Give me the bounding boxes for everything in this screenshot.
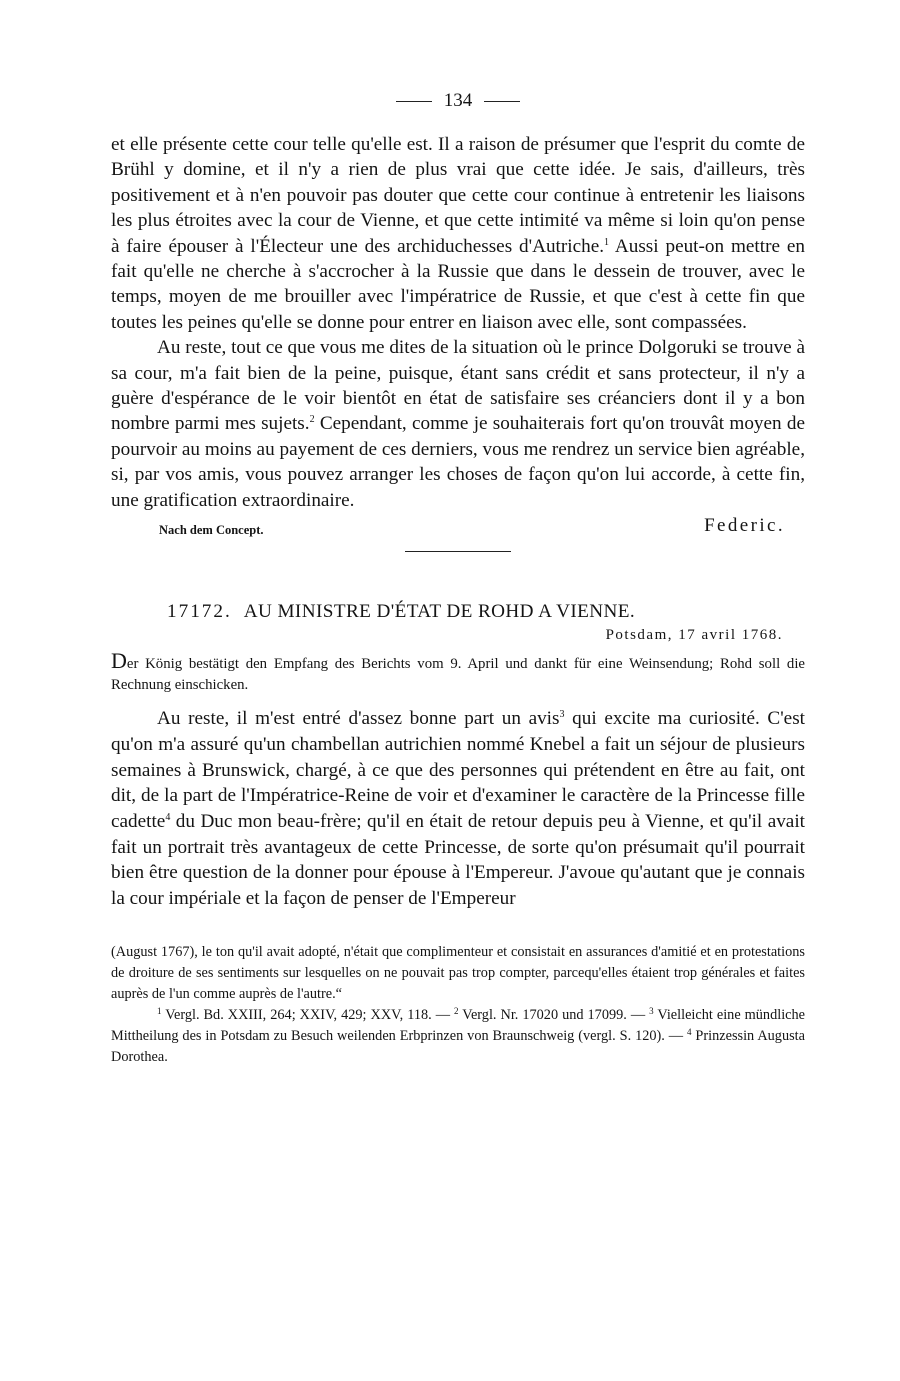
footnote-ref-3[interactable]: 3 [559,709,565,721]
section-divider [405,551,511,552]
letter-2-paragraph-1 [111,706,805,912]
footnote-mark-2: 2 [453,1005,459,1016]
letter-1-paragraph-1 [111,132,805,335]
footnote-mark-3: 3 [649,1005,654,1016]
page-number: 134 [443,90,473,111]
footnotes [111,942,805,1068]
footnote-1: Vergl. Bd. XXIII, 264; XXIV, 429; XXV, 118. — [161,1006,454,1023]
footnote-4: Prinzessin Augusta Dorothea. [111,1027,805,1065]
summary-text: er König bestätigt den Empfang des Berichts vom 9. April und dankt für eine Weinsendung; Rohd soll die Rechnung einschicken. [111,656,805,694]
text-run: Au reste, il m'est entré d'assez bonne part un avis [157,708,560,730]
closing-row [111,515,805,541]
letter-2-heading [111,600,805,624]
summary-initial: D [111,648,127,674]
letter-title: AU MINISTRE D'ÉTAT DE ROHD A VIENNE. [243,601,636,623]
text-run: Au reste, tout ce que vous me dites de la situation où le prince Dolgoruki se trouve à sa cour, m'a fait bien de la peine, puisque, étant sans crédit et sans protecteur, il n'y a guère d'espérance de le voir bientôt en état de satisfaire ses créanciers dont il y a bon nombre parmi mes sujets. [111,337,805,435]
page-header [111,86,805,116]
letter-dateline: Potsdam, 17 avril 1768. [605,627,783,644]
text-run: Cependant, comme je souhaiterais fort qu'on trouvât moyen de pourvoir au moins au payement de ces derniers, vous me rendrez un service bien agréable, si, par vos amis, vous pouvez arranger les choses de façon qu'on lui accorde, à cette fin, une gratification extraordinaire. [111,413,805,511]
text-run: qui excite ma curiosité. C'est qu'on m'a assuré qu'un chambellan autrichien nommé Knebel a fait un séjour de plusieurs semaines à Brunswick, chargé, à ce que des personnes qui prétendent en être au fait, ont dit, de la part de l'Impératrice-Reine de voir et d'examiner le caractère de la Princesse fille cadette [111,708,805,832]
letter-number: 17172. [167,601,232,623]
footnote-mark-4: 4 [687,1026,692,1037]
footnote-continuation: (August 1767), le ton qu'il avait adopté, n'était que complimenteur et consistait en assurances d'amitié et en protestations de droiture de ses sentiments sur lesquelles on ne pouvait pas trop compter, parcequ'elles étaient trop générales et faites auprès de l'un comme auprès de l'autre.“ [111,943,805,1002]
source-note: Nach dem Concept. [159,523,264,538]
footnote-ref-4[interactable]: 4 [165,811,171,823]
header-dash-left [396,101,432,102]
letter-2-body [111,706,805,912]
footnote-list [111,1005,805,1068]
footnote-ref-2[interactable]: 2 [309,414,315,426]
letter-1-body [111,132,805,513]
document-page [111,86,805,1068]
signature: Federic. [704,515,785,537]
footnote-3: Vielleicht eine mündliche Mittheilung des in Potsdam zu Besuch weilenden Erbprinzen von Braunschweig (vergl. S. 120). — [111,1006,806,1044]
text-run: et elle présente cette cour telle qu'elle est. Il a raison de présumer que l'esprit du comte de Brühl y domine, et il n'y a rien de plus vrai que cette idée. Je sais, d'ailleurs, très positivement et à n'en pouvoir pas douter que cette cour continue à entretenir les liaisons les plus étroites avec la cour de Vienne, et que cette intimité va même si loin qu'on pense à faire épouser à l'Électeur une des archiduchesses d'Autriche. [111,134,805,257]
text-run: Aussi peut-on mettre en fait qu'elle ne cherche à s'accrocher à la Russie que dans le dessein de trouver, avec le temps, moyen de me brouiller avec l'impératrice de Russie, et que c'est à cette fin que toutes les peines qu'elle se donne pour entrer en liaison avec elle, sont compassées. [111,235,805,333]
letter-2-summary [111,650,805,696]
text-run: du Duc mon beau-frère; qu'il en était de retour depuis peu à Vienne, et qu'il avait fait un portrait très avantageux de cette Princesse, de sorte qu'on présumait qu'il pourrait bien être question de la donner pour épouse à l'Empereur. J'avoue qu'autant que je connais la cour impériale et la façon de penser de l'Empereur [111,810,805,910]
footnote-2: Vergl. Nr. 17020 und 17099. — [458,1006,650,1023]
letter-1-paragraph-2 [111,335,805,513]
footnote-ref-1[interactable]: 1 [604,236,610,248]
footnote-mark-1: 1 [157,1005,162,1016]
header-dash-right [484,101,520,102]
